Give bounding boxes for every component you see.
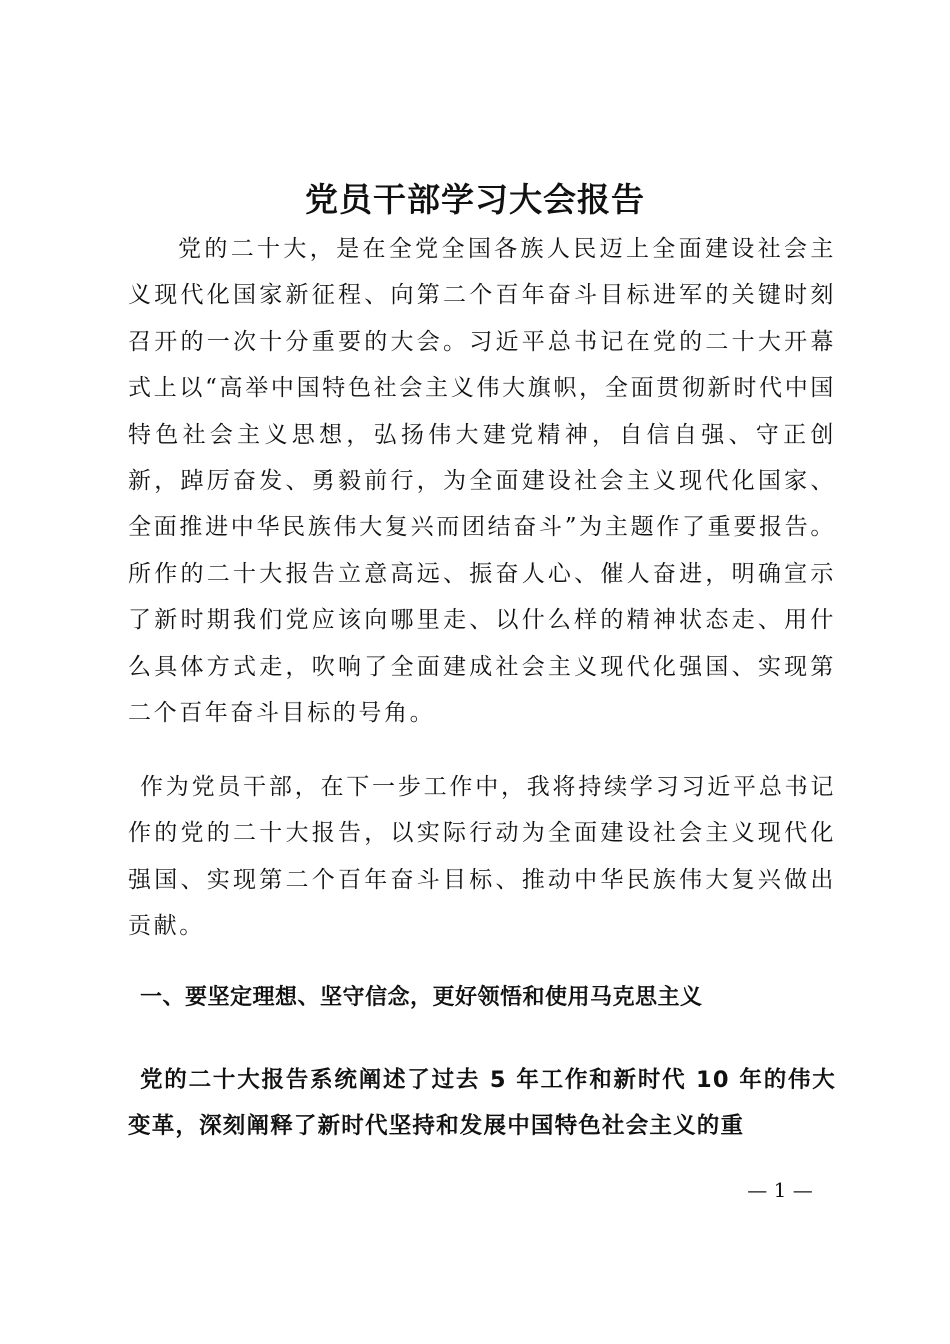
paragraph-commitment: 作为党员干部，在下一步工作中，我将持续学习习近平总书记作的党的二十大报告，以实际行动为全面建设社会主义现代化强国、实现第二个百年奋斗目标、推动中华民族伟大复兴做出贡献。 xyxy=(128,774,836,940)
page-number: — 1 — xyxy=(747,1178,813,1202)
document-title: 党员干部学习大会报告 xyxy=(305,180,645,219)
paragraph-intro: 党的二十大，是在全党全国各族人民迈上全面建设社会主义现代化国家新征程、向第二个百年奋斗目标进军的关键时刻召开的一次十分重要的大会。习近平总书记在党的二十大开幕式上以“高举中国特色社会主义伟大旗帜，全面贯彻新时代中国特色社会主义思想，弘扬伟大建党精神，自信自强、守正创新，踔厉奋发、勇毅前行，为全面建设社会主义现代化国家、全面推进中华民族伟大复兴而团结奋斗”为主题作了重要报告。所作的二十大报告立意高远、振奋人心、催人奋进，明确宣示了新时期我们党应该向哪里走、以什么样的精神状态走、用什么具体方式走，吹响了全面建成社会主义现代化强国、实现第二个百年奋斗目标的号角。 xyxy=(128,236,836,727)
section-heading: 一、要坚定理想、坚守信念，更好领悟和使用马克思主义 xyxy=(140,985,703,1010)
section-paragraph: 党的二十大报告系统阐述了过去 5 年工作和新时代 10 年的伟大变革，深刻阐释了新时代坚持和发展中国特色社会主义的重 xyxy=(128,1067,836,1139)
